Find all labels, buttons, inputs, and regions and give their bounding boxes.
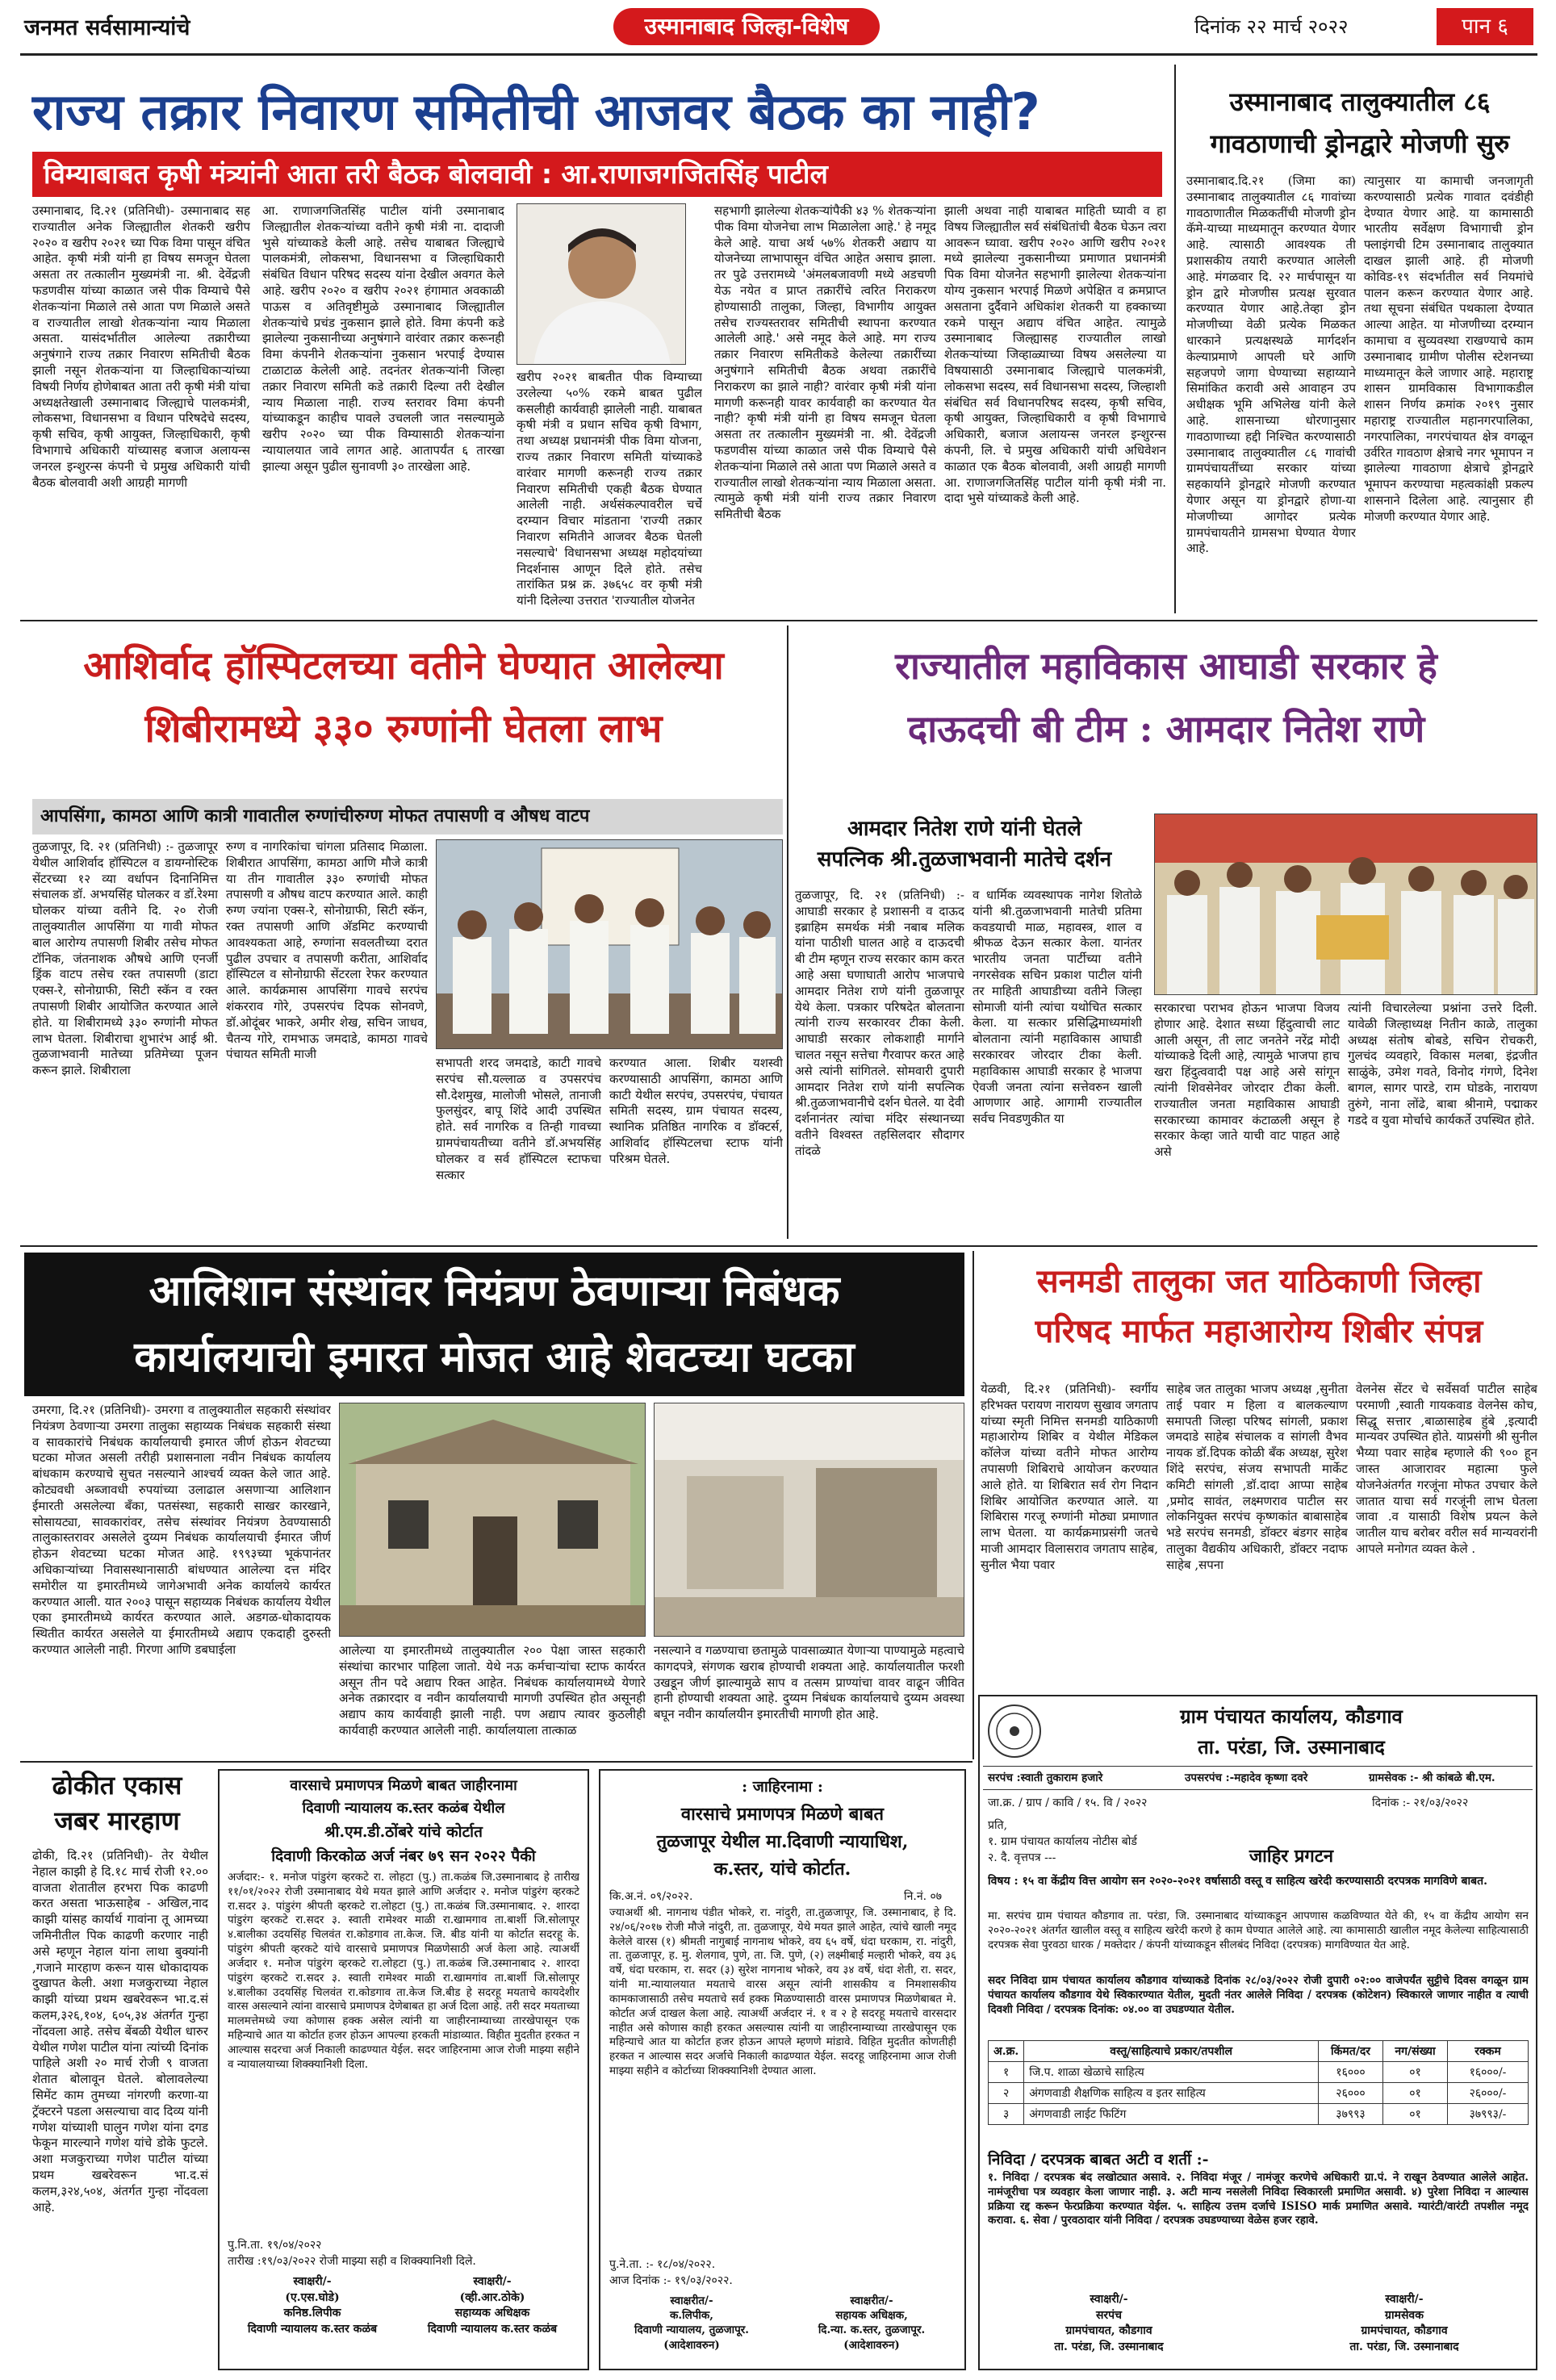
notice3-items-table — [988, 2040, 1529, 2125]
notice3-subject: विषय : १५ वा केंद्रीय वित्त आयोग सन २०२०-२०२१ वर्षासाठी वस्तू व साहित्य खरेदी करण्यासाठी दरपत्रक मागविणे बाबत. — [988, 1875, 1487, 1888]
notice3-officials-row — [983, 1766, 1533, 1790]
story6-column-3: वेलनेस सेंटर चे सर्वेसर्वा पाटील साहेब परमाणी ,स्वाती गायकवाड वेलनेस कोच, सिद्धू सत्तार ,बाळासाहेब हुंबे ,इत्यादी मान्यवर उपस्थित होते. याप्रसंगी श्री सुनील भैय्या पवार साहेब म्हणाले की ९०० हून जास्त आजारावर महात्मा फुले योजनेअंतर्गत गरजूंना मोफत उपचार केले जातात याचा सर्व गरजूंनी लाभ घेतला जावा .व यासाठी विशेष प्रयत्न केले जातील याच बरोबर वरील सर्व मान्यवरांनी आपले मनोगत व्यक्त केले . — [1356, 1382, 1537, 1556]
notice1-sig-left-name: (ए.एस.घोडे) — [285, 2290, 340, 2304]
story5-building-photo-2 — [654, 1403, 964, 1637]
notice3-title-1: ग्राम पंचायत कार्यालय, कौडगाव — [1180, 1704, 1403, 1728]
notice3-sig-right-role1: ग्रामसेवक — [1385, 2308, 1424, 2322]
table-cell: ३७९९३ — [1319, 2104, 1383, 2125]
table-cell: १६००० — [1319, 2062, 1383, 2083]
notice2-label: : जाहिरनामा : — [742, 1778, 823, 1796]
notice3-emblem — [986, 1703, 1043, 1759]
masthead-date: दिनांक २२ मार्च २०२२ — [1194, 15, 1349, 38]
story6-headline-line1: सनमडी तालुका जत याठिकाणी जिल्हा — [1036, 1262, 1482, 1300]
story4-column-1: तुळजापूर, दि. २१ (प्रतिनिधी) :- आघाडी सरकार हे प्रशासनी व दाऊद इब्राहिम समर्थक मंत्री नबाब मलिक यांना पाठीशी घालत आहे व दाऊदची बी टीम म्हणून राज्य सरकार काम करत आहे असा घणाघाती आरोप भाजपाचे आमदार नितेश राणे यांनी तुळजापूर येथे केला. पत्रकार परिषदेत बोलताना त्यांनी राज्य सरकारवर टीका केली. आघाडी सरकार लोकशाही मार्गाने चालत नसून सत्तेचा गैरवापर करत आहे असे त्यांनी सांगितले. सोमवारी दुपारी आमदार नितेश राणे यांनी सपत्निक श्री.तुळजाभवानीचे दर्शन घेतले. या देवी दर्शनानंतर त्यांचा मंदिर संस्थानच्या वतीने विश्वस्त तहसिलदार सौदागर तांदळे — [795, 888, 964, 1158]
divider-horizontal-2 — [20, 1245, 1537, 1247]
story1-headline: राज्य तक्रार निवारण समितीची आजवर बैठक का नाही? — [32, 82, 1040, 141]
table-cell: २६००० — [1319, 2083, 1383, 2104]
story3-headline-line2: शिबीरामध्ये ३३० रुग्णांनी घेतला लाभ — [144, 706, 663, 751]
notice3-prati: प्रति, — [988, 1819, 1008, 1832]
notice3-sig-left — [988, 2292, 1230, 2355]
divider-horizontal-1 — [20, 620, 1537, 621]
notice3-upsarpanch: उपसरपंच :-महादेव कृष्णा दवरे — [1185, 1771, 1308, 1784]
masthead-section-banner: उस्मानाबाद जिल्हा-विशेष — [613, 8, 880, 45]
notice1-sig-left-role1: कनिष्ठ.लिपीक — [283, 2307, 341, 2320]
story2-column-1: उस्मानाबाद.दि.२१ (जिमा का) उस्मानाबाद तालुक्यातील ८६ गावांच्या गावठाणातील मिळकतींची मोजणी ड्रोन कॅमे-याच्या माध्यमातून करण्यात येणार आहे. त्यासाठी आवश्यक ती प्रशासकीय तयारी करण्यात आलेली आहे. मंगळवार दि. २२ मार्चपासून या ड्रोन द्वारे मोजणीस प्रत्यक्ष सुरवात करण्यात येणार आहे.तेव्हा ड्रोन मोजणीच्या वेळी प्रत्येक मिळकत धारकाने प्रत्यक्षस्थळे मार्गदर्शन केल्याप्रमाणे आपली घरे आणि सहजपणे जागा घेण्याच्या सहाय्याने सिमांकित करावी असे आवाहन उप अधीक्षक भूमि अभिलेख यांनी केले आहे. शासनाच्या धोरणानुसार गावठाणाच्या हद्दी निश्चित करण्यासाठी उस्मानाबाद तालुक्यातील ८६ गावांची ग्रामपंचायतींच्या सरकार यांच्या सहकार्याने ड्रोनद्वारे मोजणी करण्यात येणार असून या ड्रोनद्वारे होणा-या मोजणीच्या आगोदर प्रत्येक ग्रामपंचायतीने ग्रामसभा घेण्यात येणार आहे. — [1186, 174, 1356, 556]
story3-camp-photo — [436, 839, 783, 1049]
notice1-title-1: वारसाचे प्रमाणपत्र मिळणे बाबत जाहीरनामा — [290, 1777, 517, 1794]
story5-headline-line2: कार्यालयाची इमारत मोजत आहे शेवटच्या घटका — [134, 1332, 855, 1382]
notice3-sig-right-role3: ता. परंडा, जि. उस्मानाबाद — [1349, 2340, 1459, 2353]
notice3-copy-2: २. दै. वृत्तपत्र --- — [988, 1851, 1056, 1864]
notice1-sig-right-role1: सहाय्यक अधिक्षक — [454, 2307, 530, 2320]
story3-column-3: सभापती शरद जमदाडे, काटी गावचे सरपंच सौ.यल्लाळ व उपसरपंच सौ.देशमुख, मालोजी भोसले, तानाजी फुलसुंदर, बापू शिंदे आदी उपस्थित होते. सर्व नागरिक व तिन्ही गावच्या ग्रामपंचायतीच्या वतीने डॉ.अभयसिंह घोलकर व सर्व हॉस्पिटल स्टाफचा सत्कार — [436, 1056, 601, 1182]
notice1-given: तारीख :१९/०३/२०२२ रोजी माझ्या सही व शिक्क्यानिशी दिले. — [228, 2255, 476, 2268]
story5-headline-line1: आलिशान संस्थांवर नियंत्रण ठेवणाऱ्या निबंधक — [148, 1266, 840, 1315]
notice2-case-right: नि.नं. ०७ — [904, 1890, 943, 1903]
notice3-sig-right-label: स्वाक्षरी/- — [1385, 2293, 1424, 2306]
notice3-sig-left-role2: ग्रामपंचायत, कौडगाव — [1065, 2324, 1152, 2338]
table-header-row — [989, 2041, 1529, 2062]
notice2-sig-right-role3: (आदेशावरुन) — [843, 2338, 900, 2352]
story3-column-2: रुग्ण व नागरिकांचा चांगला प्रतिसाद मिळाला. शिबीरात आपसिंगा, कामठा आणि मौजे कात्री या तीन गावातील ३३० रुग्णांची मोफत तपासणी व औषध वाटप करण्यात आले. काही रुग्ण ज्यांना एक्स-रे, सोनोग्राफी, सिटी स्कॅन, रक्त तपासणी आणि अ‍ॅडमिट करण्याची आवश्यकता आहे, रुग्णांना सवलतीच्या दरात पुढील उपचार व तपासणी करीता, आशिर्वाद हॉस्पिटल व सोनोग्राफी सेंटरला रेफर करण्यात आले. कार्यक्रमास आपसिंगा गावचे सरपंच शंकरराव गोरे, उपसरपंच दिपक सोनवणे, डॉ.ओदूंबर भाकरे, अमीर शेख, सचिन जाधव, चैतन्य गोरे, रामभाऊ जमदाडे, कामठा गावचे पंचायत समिती माजी — [226, 839, 428, 1062]
table-header-cell: नग/संख्या — [1383, 2041, 1448, 2062]
divider-horizontal-3 — [20, 1761, 972, 1763]
notice2-sig-right-role1: सहायक अधिक्षक, — [835, 2309, 908, 2323]
notice3-sig-right-role2: ग्रामपंचायत, कौडगाव — [1361, 2324, 1448, 2338]
notice3-terms-title: निविदा / दरपत्रक बाबत अटी व शर्ती :- — [988, 2151, 1209, 2169]
notice2-date-2: आज दिनांक :- १९/०३/२०२२. — [609, 2274, 733, 2287]
story4-headline-line2: दाऊदची बी टीम : आमदार नितेश राणे — [907, 707, 1425, 751]
notice1-title-4: दिवाणी किरकोळ अर्ज नंबर ७९ सन २०२२ पैकी — [271, 1847, 536, 1865]
story4-subhead-line1: आमदार नितेश राणे यांनी घेतले — [847, 817, 1082, 841]
notice1-sig-left-label: स्वाक्षरी/- — [293, 2275, 332, 2288]
story7-headline-line1: ढोकीत एकास — [52, 1770, 182, 1801]
story2-column-2: त्यानुसार या कामाची जनजागृती करण्यासाठी प्रत्येक गावात दवंडीही देण्यात येणार आहे. या कामासाठी भारतीय सर्वेक्षण विभागाची ड्रोन फ्लाइंगची टिम उस्मानाबाद तालुक्यात दाखल झाली आहे. ही मोजणी कोविड-१९ संदर्भातील सर्व नियमांचे पालन करून करण्यात येणार आहे. तथा सूचना संबंधित पथकाला देण्यात आल्या आहेत. या मोजणीच्या दरम्यान कामाचा व सुव्यवस्था राखण्याचे काम उस्मानाबाद ग्रामीण पोलीस स्टेशनच्या माध्यमातून केले जाणार आहे. महाराष्ट्र शासन ग्रामविकास विभागाकडील शासन निर्णय क्रमांक २०१९ नुसार महाराष्ट्र राज्यातील महानगरपालिका, नगरपालिका, नगरपंचायत क्षेत्र वगळून उर्वरित गावठाण क्षेत्राचे नगर भूमापन न झालेल्या गावठाणा क्षेत्राचे ड्रोनद्वारे भूमापन करण्याचा महत्वकांक्षी प्रकल्प शासनाने दिलेला आहे. त्यानुसार ही मोजणी करण्यात येणार आहे. — [1364, 174, 1533, 524]
story3-headline-line1: आशिर्वाद हॉस्पिटलच्या वतीने घेण्यात आलेल्या — [83, 643, 724, 688]
story1-column-1: उस्मानाबाद, दि.२१ (प्रतिनिधी)- उस्मानाबाद सह राज्यातील अनेक जिल्ह्यातील शेतकरी खरीप २०२० व खरीप २०२१ च्या पिक विमा पासून वंचित आहेत. कृषी मंत्री यांनी हा विषय समजून घेतला असता तर तत्कालीन मुख्यमंत्री ना. श्री. देवेंद्रजी फडणवीस यांच्या काळात जसे पीक विम्याचे पैसे शेतकऱ्यांना मिळाले तसे आता पण मिळाले असते व राज्यातील लाखो शेतकऱ्यांना न्याय मिळाला असता. यासंदर्भातील आलेल्या तक्रारीच्या अनुषंगाने राज्य तक्रार निवारण समितीची बैठक झाली नसून शेतकऱ्यांना या जिल्हाधिकाऱ्यांच्या विषयी निर्णय होणेबाबत आता तरी कृषी मंत्री यांचा अध्यक्षतेखाली उस्मानाबाद जिल्ह्याचे पालकमंत्री, लोकसभा, विधानसभा व विधान परिषदेचे सदस्य, कृषी सचिव, कृषी आयुक्त, जिल्हाधिकारी, कृषी विभागाचे अधिकारी यांच्यासह बजाज अलायन्स जनरल इन्शुरन्स कंपनी चे प्रमुख अधिकारी यांची बैठक बोलवावी अशी आग्रही मागणी — [32, 203, 250, 490]
story5-building-photo-1 — [339, 1403, 646, 1637]
notice1-sig-right-name: (व्ही.आर.ठोके) — [459, 2290, 525, 2304]
story1-column-5: झाली अथवा नाही याबाबत माहिती घ्यावी व हा विषय जिल्ह्यातील सर्व संबंधितांची बैठक घेऊन त्वरा आवरून घ्यावा. खरीप २०२० आणि खरीप २०२१ मध्ये झालेल्या नुकसानीच्या प्रमाणात प्रधानमंत्री पिक विमा योजनेत सहभागी झालेल्या शेतकऱ्यांना योग्य नुकसान भरपाई मिळणे अपेक्षित व क्रमप्राप्त असताना दुर्दैवाने अधिकांश शेतकरी या हक्काच्या रकमे पासून अद्याप वंचित आहेत. त्यामुळे उस्मानाबाद जिल्ह्यासह राज्यातील लाखो शेतकऱ्यांच्या जिव्हाळ्याच्या विषय असलेल्या या विषयासाठी उस्मानाबाद जिल्ह्याचे पालकमंत्री, लोकसभा सदस्य, सर्व विधानसभा सदस्य, जिल्हाशी संबंधित सर्व विधानपरिषद सदस्य, कृषी सचिव, कृषी आयुक्त, जिल्हाधिकारी व कृषी विभागाचे अधिकारी, बजाज अलायन्स जनरल इन्शुरन्स कंपनी, लि. चे प्रमुख अधिकारी यांची अधिवेशन काळात एक बैठक बोलवावी, अशी आग्रही मागणी आ. राणाजगजितसिंह पाटील यांनी कृषी मंत्री ना. दादा भुसे यांच्याकडे केली आहे. — [944, 203, 1166, 506]
notice1-body: अर्जदार:- १. मनोज पांडुरंग व्हरकटे रा. लोहटा (पु.) ता.कळंब जि.उस्मानाबाद हे तारीख ११/०१/२०२२ रोजी उस्मानाबाद येथे मयत झाले आणि अर्जदार २. मनोज पांडुरंग व्हरकटे रा.सदर ३. पांडुरंग श्रीपती व्हरकटे रा.लोहटा (पु.) ता.कळंब जि.उस्मानाबाद. २. शारदा पांडुरंग व्हरकटे रा.सदर ३. स्वाती रामेश्वर माळी रा.खामगाव ता.बार्शी जि.सोलापूर ४.बालीका उदयसिंह चिलवंत रा.कोडगाव ता.केज. जि. बीड यांनी या कोर्टात सदरहू के. पांडुरंग श्रीपती व्हरकटे यांचे वारसाचे प्रमाणपत्र मिळणेसाठी अर्ज केला आहे. त्याअर्थी अर्जदार १. मनोज पांडुरंग व्हरकटे रा.लोहटा (पु.) ता.कळंब जि.उस्मानाबाद २. शारदा पांडुरंग व्हरकटे रा.सदर ३. स्वाती रामेश्वर माळी रा.खामगांव ता.बार्शी जि.सोलापूर ४.बालीका उदयसिंह चिलवंत रा.कोडगाव ता.केज जि.बीड हे सदरहू मयताचे कायदेशीर वारस असल्याने त्यांना वारसाचे प्रमाणपत्र देणेबाबत हा अर्ज दिला आहे. तरी सदर मयताच्या मालमत्तेमध्ये ज्या कोणास हक्क असेल त्यांनी या जाहीरनाम्याच्या तारखेपासून एक महिन्याचे आत या कोर्टात हजर होऊन आपल्या हरकती मांडाव्यात. विहीत मुदतीत हरकत न आल्यास सदरचा अर्ज निकाली काढण्यात येईल. सदर जाहिरनामा आज रोजी माझ्या सहीने व न्यायालयाच्या शिक्क्यानिशी दिला. — [228, 1871, 579, 2071]
table-row — [989, 2104, 1529, 2125]
story3-column-1: तुळजापूर, दि. २१ (प्रतिनिधी) :- तुळजापूर येथील आशिर्वाद हॉस्पिटल व डायग्नोस्टिक सेंटरच्या १२ व्या वर्धापन दिनानिमित्त संचालक डॉ. अभयसिंह घोलकर व डॉ.रेश्मा घोलकर यांच्या वतीने दि. २० रोजी तालुक्यातील आपसिंगा या गावी मोफत बाल आरोग्य तपासणी शिबीर तसेच मोफत टॉनिक, जंतनाशक औषधे आणि एनर्जी ड्रिंक वाटप तसेच रक्त तपासणी (डाटा एक्स-रे, सोनोग्राफी, सिटी स्कॅन व रक्त तपासणी शिबीर आयोजित करण्यात आले होते. या शिबीरामध्ये ३३० रुग्णांनी मोफत लाभ घेतला. शिबीराचा शुभारंभ आई श्री. तुळजाभवानी मातेच्या प्रतिमेच्या पूजन करून झाले. शिबीराला — [32, 839, 218, 1078]
story1-portrait-photo — [517, 203, 686, 365]
table-header-cell: किंमत/दर — [1319, 2041, 1383, 2062]
table-cell: ०१ — [1383, 2083, 1448, 2104]
notice2-case-left: कि.अ.नं. ०९/२०२२. — [609, 1890, 693, 1903]
notice2-sig-right-role2: दि.न्या. क.स्तर, तुळजापूर. — [818, 2324, 926, 2337]
story1-photo-caption-text: खरीप २०२१ बाबतीत पीक विम्याच्या उरलेल्या ५०% रकमे बाबत पुढील कसलीही कार्यवाही झालेली नाही. याबाबत कृषी मंत्री व प्रधान सचिव कृषी विभाग, तथा अध्यक्ष प्रधानमंत्री पीक विमा योजना, राज्य तक्रार निवारण समिती यांच्याकडे वारंवार मागणी करूनही राज्य तक्रार निवारण समितीची एकही बैठक घेण्यात आलेली नाही. अर्थसंकल्पावरील चर्चे दरम्यान विचार मांडताना 'राज्यी तक्रार निवारण समितीने आजवर बैठक घेतली नसल्याचे' विधानसभा अध्यक्ष महोदयांच्या निदर्शनास आणून दिले होते. तसेच तारांकित प्रश्न क्र. ३७६५८ वर कृषी मंत्री यांनी दिलेल्या उत्तरात 'राज्यातील योजनेत — [517, 370, 702, 609]
notice3-sig-left-label: स्वाक्षरी/- — [1090, 2293, 1128, 2306]
story5-column-2: आलेल्या या इमारतीमध्ये तालुक्यातील २०० पेक्षा जास्त सहकारी संस्थांचा कारभार पाहिला जातो. येथे नऊ कर्मचाऱ्यांचा स्टाफ कार्यरत असून तीन पदे अद्याप रिक्त आहेत. निबंधक कार्यालयामध्ये येणारे अनेक तक्रारदार व नवीन कार्यालयाची मागणी उपस्थित होत असूनही अद्याप काय कार्यवाही झाली नाही. पण अद्याप त्यावर कुठलीही कार्यवाही करण्यात आलेली नाही. कार्यालयाला तात्काळ — [339, 1643, 646, 1738]
notice1-sig-right — [404, 2274, 581, 2337]
notice2-title-1: वारसाचे प्रमाणपत्र मिळणे बाबत — [680, 1804, 885, 1825]
notice1-title-3: श्री.एम.डी.ठोंबरे यांचे कोर्टात — [324, 1823, 483, 1841]
notice3-terms: १. निविदा / दरपत्रक बंद लखोट्यात असावे. २. निविदा मंजूर / नामंजूर करणेचे अधिकारी ग्रा.पं. ने राखून ठेवण्यात आलेले आहेत. नामंजूरीचा पत्र व्यवहार केला जाणार नाही. ३. अटी मान्य नसलेली निविदा स्विकारली प्रमाणित असावी. ४) पुरेशा निविदा न आल्यास प्रक्रिया रद्द करून फेरप्रक्रिया करण्यात येईल. ५. साहित्य उत्तम दर्जाचे ISISO मार्क प्रमाणित असावे. ग्यारंटी/वारंटी तपशील नमूद करावा. ६. सेवा / पुरवठादार यांनी निविदा / दरपत्रक उघडण्याच्या वेळेस हजर रहावे. — [988, 2171, 1529, 2227]
notice2-body: ज्याअर्थी श्री. नागनाथ पंडीत भोकरे, रा. नांदुरी, ता.तुळजापूर, जि. उस्मानाबाद, हे दि. २४/०६/२०१७ रोजी मौजे नांदुरी, ता. तुळजापूर, येथे मयत झाले आहेत, त्यांचे खाली नमूद केलेले वारस (१) श्रीमती नागुबाई नागनाथ भोकरे, वय ६५ वर्षे, धंदा घरकाम, रा. नांदुरी, ता. तुळजापूर, ह. मु. शेलगाव, पुणे, ता. जि. पुणे, (२) लक्ष्मीबाई मल्हारी भोकरे, वय ३६ वर्षे, धंदा घरकाम, रा. सदर (३) सुरेश नागनाथ भोकरे, वय ३४ वर्षे, धंदा शेती, रा. सदर, यांनी मा.न्यायालयात मयताचे वारस असून त्यांनी शासकीय व निमशासकीय कामकाजासाठी तसेच मयताचे सर्व हक्क मिळण्यासाठी वारस प्रमाणपत्र मिळणेबाबत मे. कोर्टात अर्ज दाखल केला आहे. त्याअर्थी अर्जदार नं. १ व २ हे सदरहू मयताचे वारसदार नाहीत असे कोणास काही हरकत असल्यास त्यांनी या जाहीरनाम्याच्या तारखेपासून एक महिन्याचे आत या कोर्टात हजर होऊन आपले म्हणणे मांडावे. विहित मुदतीत कोणतीही हरकत न आल्यास सदर अर्जाचे निकाली काढण्यात येईल. सदरहू जाहिरनामा आज रोजी माझ्या सहीने व कोर्टाच्या शिक्क्यानिशी देण्यात आला. — [609, 1906, 956, 2077]
notice3-sig-left-role1: सरपंच — [1095, 2308, 1123, 2322]
notice2-title-2: तुळजापूर येथील मा.दिवाणी न्यायाधिश, — [656, 1831, 909, 1852]
story1-column-2: आ. राणाजगजितसिंह पाटील यांनी उस्मानाबाद जिल्ह्यातील शेतकऱ्यांच्या वतीने कृषी मंत्री ना. दादाजी भुसे यांच्याकडे केली आहे. तसेच याबाबत जिल्ह्याचे पालकमंत्री, लोकसभा, विधानसभा व जिल्हाधिकारी संबंधित विधान परिषद सदस्य यांना देखील अवगत केले आहे. खरीप २०२० व खरीप २०२१ हंगामात अवकाळी पाऊस व अतिवृष्टीमुळे उस्मानाबाद जिल्ह्यातील शेतकऱ्यांचे प्रचंड नुकसान झाले होते. विमा कंपनी कडे झालेल्या नुकसानीच्या अनुषंगाने वारंवार तक्रार करूनही विमा कंपनीने शेतकऱ्यांना नुकसान भरपाई देण्यास टाळाटाळ केलेली आहे. तदनंतर शेतकऱ्यांनी जिल्हा तक्रार निवारण समिती कडे तक्रारी दिल्या तरी देखील न्याय मिळाला नाही. राज्य स्तरावर विमा कंपनी यांच्याकडून काहीच पावले उचलली जात नसल्यामुळे खरीप २०२० च्या पीक विम्यासाठी शेतकऱ्यांना न्यायालयात जावे लागत आहे. आतापर्यंत ६ तारखा झाल्या असून पुढील सुनावणी ३० तारखेला आहे. — [262, 203, 504, 474]
table-cell: अंगणवाडी लाईट फिटिंग — [1024, 2104, 1319, 2125]
story5-column-3: नसल्याने व गळण्याचा छतामुळे पावसाळ्यात येणाऱ्या पाण्यामुळे महत्वाचे कागदपत्रे, संगणक खराब होण्याची शक्यता आहे. कार्यालयातील फरशी उखडून जीर्ण झाल्यामुळे साप व तत्सम प्राण्यांचा वावर वाढून जीवित हानी होण्याची शक्यता आहे. दुय्यम निबंधक कार्यालयाचे दुय्यम अवस्था बघून नवीन कार्यालयीन इमारतीची मागणी होत आहे. — [654, 1643, 964, 1722]
notice3-sig-right — [1283, 2292, 1525, 2355]
notice3-items-table-wrap — [988, 2040, 1529, 2125]
notice2-sig-right-label: स्वाक्षरीत/- — [850, 2294, 893, 2307]
notice2-sig-left-label: स्वाक्षरीत/- — [670, 2294, 713, 2307]
story7-body: ढोकी, दि.२१ (प्रतिनिधी)- तेर येथील नेहाल काझी हे दि.१८ मार्च रोजी १२.०० वाजता शेतातील हरभरा पिक काढणी करत असता भाऊसाहेब - अखिल,नाद काझी यांसह कार्यार्थ गावांना तू आमच्या जमिनीतील पिक काढणी करणार नाही असे म्हणून नेहाल यांना लाथा बुक्यांनी ,गजाने मारहाण करून यास धोकादायक दुखापत केली. अशा मजकुराच्या नेहाल काझी यांच्या प्रथम खबरेवरून भा.द.सं कलम,३२६,१०४, ६०५,३४ अंतर्गत गुन्हा नोंदवला आहे. तसेच बेंबळी येथील धारुर येथील गणेश पाटील यांना त्यांच्यी दिनांक पाहिले अशी २० मार्च रोजी ९ वाजता शेतात बोलावून घेतले. बोलावलेल्या सिमेंट काम तुमच्या नांगरणी करणा-या ट्रॅक्टरने पडला असल्याचा वाद दिव्य यांनी गणेश यांच्याशी घालुन गणेश यांना दगड फेकून मारल्याने गणेश यांचे डोके फुटले. अशा मजकुराच्या गणेश पाटील यांच्या प्रथम खबरेवरून भा.द.सं कलम,३२४,५०४, अंतर्गत गुन्हा नोंदवला आहे. — [32, 1848, 208, 2215]
divider-vertical-mid — [787, 625, 788, 1239]
table-cell: २ — [989, 2083, 1024, 2104]
notice1-date: पु.नि.ता. १९/०४/२०२२ — [228, 2239, 322, 2252]
story5-column-1: उमरगा, दि.२१ (प्रतिनिधी)- उमरगा व तालुक्यातील सहकारी संस्थांवर नियंत्रण ठेवणाऱ्या उमरगा तालुका सहाय्यक निबंधक सहकारी संस्था व सावकारांचे निबंधक कार्यालयाची इमारत जीर्ण होऊन शेवटच्या घटका मोजत असली तरीही प्रशासनाला नवीन निबंधक कार्यालय बांधकाम करण्याचे सुचत नसल्याने आश्चर्य व्यक्त केले जात आहे. कोट्यवधी अब्जावधी रुपयांच्या उलाढाल असणाऱ्या आलिशान ईमारती असलेल्या बँका, पतसंस्था, सहकारी साखर कारखाने, सोसायट्या, सावकारांवर, तसेच संस्थांवर नियंत्रण ठेवण्यासाठी तालुकास्तरावर असलेले दुय्यम निबंधक कार्यालयाची ईमारत जीर्ण होऊन शेवटच्या घटका मोजत आहे. १९९३च्या भूकंपानंतर अधिकाऱ्यांच्या निवासस्थानासाठी बांधण्यात आलेल्या दत्त मंदिर समोरील या इमारतीमध्ये जागेअभावी अनेक कार्यालये कार्यरत करण्यात आली. यात २००३ पासून सहाय्यक निबंधक कार्यालय येथील एका इमारतीमध्ये कार्यरत करण्यात आले. अडगळ-धोकादायक स्थितीत कार्यरत असलेले या ईमारतीमध्ये अद्याप एकदाही दुरुस्ती करण्यात आलेली नाही. गिरणा आणि डबघाईला — [32, 1403, 331, 1657]
table-cell: ०१ — [1383, 2062, 1448, 2083]
story3-subhead: आपसिंगा, कामठा आणि कात्री गावातील रुग्णांचीरुग्ण मोफत तपासणी व औषध वाटप — [32, 799, 783, 834]
divider-vertical-lower — [972, 1251, 974, 1759]
notice1-sig-left-role2: दिवाणी न्यायालय क.स्तर कळंब — [247, 2322, 378, 2336]
divider-vertical-top — [1174, 65, 1176, 613]
story4-column-2: व धार्मिक व्यवस्थापक नागेश शितोळे यांनी श्री.तुळजाभवानी मातेची प्रतिमा कवडयाची माळ, महावस्त्र, शाल व श्रीफळ देऊन सत्कार केला. यानंतर भारतीय जनता पार्टीच्या वतीने नगरसेवक सचिन प्रकाश पाटील यांनी तर माहिती आघाडीच्या वतीने जिल्हा सोमाजी यांनी त्यांचा यथोचित सत्कार केला. या सत्कार प्रसिद्धिमाध्यमांशी बोलताना त्यांनी महाविकास आघाडी सरकारवर जोरदार टीका केली. महाविकास आघाडी सरकार हे भाजपा ऐवजी जनता त्यांना सत्तेवरुन खाली आणणार आहे. आगामी राज्यातील सर्वच निवडणुकीत या — [972, 888, 1142, 1127]
header-rule — [20, 53, 1537, 56]
story4-event-photo — [1154, 814, 1537, 995]
table-cell: ०१ — [1383, 2104, 1448, 2125]
table-cell: २६०००/- — [1448, 2083, 1529, 2104]
table-cell: १ — [989, 2062, 1024, 2083]
notice3-date: दिनांक :- २१/०३/२०२२ — [1372, 1797, 1469, 1809]
notice3-title-2: ता. परंडा, जि. उस्मानाबाद — [1198, 1735, 1385, 1759]
notice2-sig-left-role3: (आदेशावरुन) — [663, 2338, 720, 2352]
story4-column-4: त्यांनी विचारलेल्या प्रश्नांना उत्तरे दिली. यावेळी जिल्हाध्यक्ष नितीन काळे, तालुका अध्यक्ष संतोष बोबडे, सचिन रोचकरी, गुलचंद व्यवहारे, विकास मलबा, इंद्रजीत साळुंके, उमेश गवते, विनोद गंगणे, दिनेश बागल, सागर पारडे, राम घोडके, नारायण तुरुंगे, नाना लोंढे, बाबा श्रीनामे, पद्माकर गडदे व युवा मोर्चाचे कार्यकर्ते उपस्थित होते. — [1348, 1001, 1537, 1127]
story3-column-4: करण्यात आला. शिबीर यशस्वी करण्यासाठी आपसिंगा, कामठा आणि काटी येथील सरपंच, उपसरपंच, पंचायत समिती सदस्य, ग्राम पंचायत सदस्य, स्थानिक प्रतिष्ठित नागरिक व डॉक्टर्स, आशिर्वाद हॉस्पिटलचा स्टाफ यांनी परिश्रम घेतले. — [609, 1056, 783, 1166]
notice3-title-3: जाहिर प्रगटन — [1249, 1846, 1334, 1867]
table-header-cell: अ.क्र. — [989, 2041, 1024, 2062]
notice2-date-1: पु.ने.ता. :- १८/०४/२०२२. — [609, 2258, 716, 2271]
story4-column-3: सरकारचा पराभव होऊन भाजपा विजय होणार आहे. देशात सध्या हिंदुत्वाची लाट आली असून, ती लाट जनतेने नरेंद्र मोदी यांच्याकडे दिली आहे, त्यामुळे भाजपा हाच खरा हिंदुत्ववादी पक्ष आहे असे सांगून त्यांनी शिवसेनेवर जोरदार टीका केली. राज्यातील जनता महाविकास आघाडी सरकारच्या कामावर कंटाळली असून हे सरकार केव्हा जाते याची वाट पाहत आहे असे — [1154, 1001, 1340, 1160]
notice1-title-2: दिवाणी न्यायालय क.स्तर कळंब येथील — [302, 1800, 505, 1817]
notice3-copy-1: १. ग्राम पंचायत कार्यालय नोटीस बोर्ड — [988, 1835, 1137, 1848]
story6-headline-line2: परिषद मार्फत महाआरोग्य शिबीर संपन्न — [1035, 1312, 1483, 1350]
story6-column-1: येळवी, दि.२१ (प्रतिनिधी)- स्वर्गीय हरिभक्त परायण नारायण सुखाव जगताप यांच्या स्मृती निमित्त सनमडी याठिकाणी महाआरोग्य शिबिर व येथील मेडिकल कॉलेज यांच्या वतीने मोफत आरोग्य तपासणी शिबिराचे आयोजन करण्यात आले होते. या शिबिरात सर्व रोग निदान शिबिर आयोजित करण्यात आले. या शिबिरास गरजू रुग्णांनी मोठ्या प्रमाणात लाभ घेतला. या कार्यक्रमाप्रसंगी जतचे माजी आमदार विलासराव जगताप साहेब, सुनील भैया पवार — [981, 1382, 1158, 1572]
story7-headline-line2: जबर मारहाण — [54, 1805, 180, 1836]
notice3-intro-2: सदर निविदा ग्राम पंचायत कार्यालय कौडगाव यांच्याकडे दिनांक २८/०३/२०२२ रोजी दुपारी ०२:०० वाजेपर्यंत सुट्टीचे दिवस वगळून ग्राम पंचायत कार्यालय कौडगाव येथे स्विकारण्यात येतील, मुदती नंतर आलेले निविदा / दरपत्रक (कोटेशन) स्विकारले जाणार नाहीत व त्याची दिवशी निविदा / दरपत्रक दिनांक: ०४.०० वा उघडण्यात येतील. — [988, 1974, 1529, 2016]
story1-column-4: सहभागी झालेल्या शेतकऱ्यांपैकी ४३ % शेतकऱ्यांना पीक विमा योजनेचा लाभ मिळालेला आहे.' हे नमूद केले आहे. याचा अर्थ ५७% शेतकरी अद्याप या योजनेच्या लाभापासून वंचित आहेत असाच झाला. तर पुढे उत्तरामध्ये 'अंमलबजावणी मध्ये अडचणी येऊ नयेत व प्राप्त तक्रारींचे त्वरित निराकरण होण्यासाठी तालुका, जिल्हा, विभागीय आयुक्त तसेच राज्यस्तरावर समितीची स्थापना करण्यात आलेली आहे.' असे नमूद केले आहे. मग राज्य तक्रार निवारण समितीकडे केलेल्या तक्रारींच्या अनुषंगाने समितीची बैठक अथवा तक्रारींचे निराकरण का झाले नाही? वारंवार कृषी मंत्री यांना मागणी करूनही यावर कार्यवाही का करण्यात येत नाही? कृषी मंत्री यांनी हा विषय समजून घेतला असता तर तत्कालीन मुख्यमंत्री ना. श्री. देवेंद्रजी फडणवीस यांच्या काळात जसे पीक विम्याचे पैसे शेतकऱ्यांना मिळाले तसे आता पण मिळाले असते व राज्यातील लाखो शेतकऱ्यांना न्याय मिळाला असता. त्यामुळे कृषी मंत्री यांनी राज्य तक्रार निवारण समितीची बैठक — [714, 203, 936, 522]
masthead-left: जनमत सर्वसामान्यांचे — [24, 15, 190, 40]
notice3-ref: जा.क्र. / ग्राप / कावि / १५. वि / २०२२ — [988, 1797, 1148, 1809]
notice2-sig-left-role1: क.लिपीक, — [670, 2309, 713, 2323]
notice2-title-3: क.स्तर, यांचे कोर्टात. — [713, 1859, 851, 1880]
story4-subhead-line2: सपत्निक श्री.तुळजाभवानी मातेचे दर्शन — [817, 847, 1112, 872]
story6-column-2: साहेब जत तालुका भाजप अध्यक्ष ,सुनीता ताई पवार म हिला व बालकल्याण समापती जिल्हा परिषद सांगली, प्रकाश जमदाडे साहेब संचालक व सांगली वैभव नायक डॉ.दिपक कोळी बँक अध्यक्ष, सुरेश शिंदे सरपंच, संजय सभापती मार्केट कमिटी सांगली ,डॉ.दादा आप्पा साहेब ,प्रमोद सावंत, लक्ष्मणराव पाटील सर लोकनियुक्त सरपंच कृष्णकांत बाबासाहेब भडे सरपंच सनमडी, डॉक्टर बंडगर साहेब तालुका वैद्यकीय अधिकारी, डॉक्टर नदाफ साहेब ,सपना — [1166, 1382, 1348, 1572]
table-cell: ३७९९३/- — [1448, 2104, 1529, 2125]
table-cell: ३ — [989, 2104, 1024, 2125]
table-header-cell: वस्तू/साहित्याचे प्रकार/तपशील — [1024, 2041, 1319, 2062]
notice1-sig-right-role2: दिवाणी न्यायालय क.स्तर कळंब — [427, 2322, 558, 2336]
story2-headline: उस्मानाबाद तालुक्यातील ८६ गावठाणाची ड्रोनद्वारे मोजणी सुरु — [1210, 86, 1510, 159]
notice3-sig-left-role3: ता. परंडा, जि. उस्मानाबाद — [1054, 2340, 1164, 2353]
notice3-gramsevak: ग्रामसेवक :- श्री कांबळे बी.एम. — [1369, 1771, 1495, 1784]
table-cell: जि.प. शाळा खेळाचे साहित्य — [1024, 2062, 1319, 2083]
table-cell: अंगणवाडी शैक्षणिक साहित्य व इतर साहित्य — [1024, 2083, 1319, 2104]
notice3-intro: मा. सरपंच ग्राम पंचायत कौडगाव ता. परंडा, जि. उस्मानाबाद यांच्याकडून आपणास कळविण्यात येते की, १५ वा केंद्रीय आयोग सन २०२०-२०२१ अंतर्गत खालील वस्तू व साहित्य खरेदी करणे हे काम घेण्यात आलेले आहे. त्या कामासाठी खालील नमूद केलेल्या साहित्यासाठी दरपत्रक सेवा पुरवठा धारक / मक्तेदार / कंपनी यांच्याकडून सीलबंद निविदा (दरपत्रक) मागविण्यात येत आहे. — [988, 1909, 1529, 1951]
table-row — [989, 2062, 1529, 2083]
table-row — [989, 2083, 1529, 2104]
notice1-sig-left — [228, 2274, 397, 2337]
notice1-sig-right-label: स्वाक्षरी/- — [473, 2275, 512, 2288]
table-header-cell: रक्कम — [1448, 2041, 1529, 2062]
notice2-sig-left-role2: दिवाणी न्यायालय, तुळजापूर. — [634, 2324, 749, 2337]
page-number: पान ६ — [1437, 8, 1533, 45]
table-cell: १६०००/- — [1448, 2062, 1529, 2083]
notice3-sarpanch: सरपंच :स्वाती तुकाराम हजारे — [988, 1771, 1103, 1784]
notice2-sig-left — [607, 2294, 776, 2353]
notice2-sig-right — [783, 2294, 960, 2353]
story4-headline-line1: राज्यातील महाविकास आघाडी सरकार हे — [895, 644, 1437, 688]
story1-subhead: विम्याबाबत कृषी मंत्र्यांनी आता तरी बैठक बोलवावी : आ.राणाजगजितसिंह पाटील — [32, 152, 1162, 197]
